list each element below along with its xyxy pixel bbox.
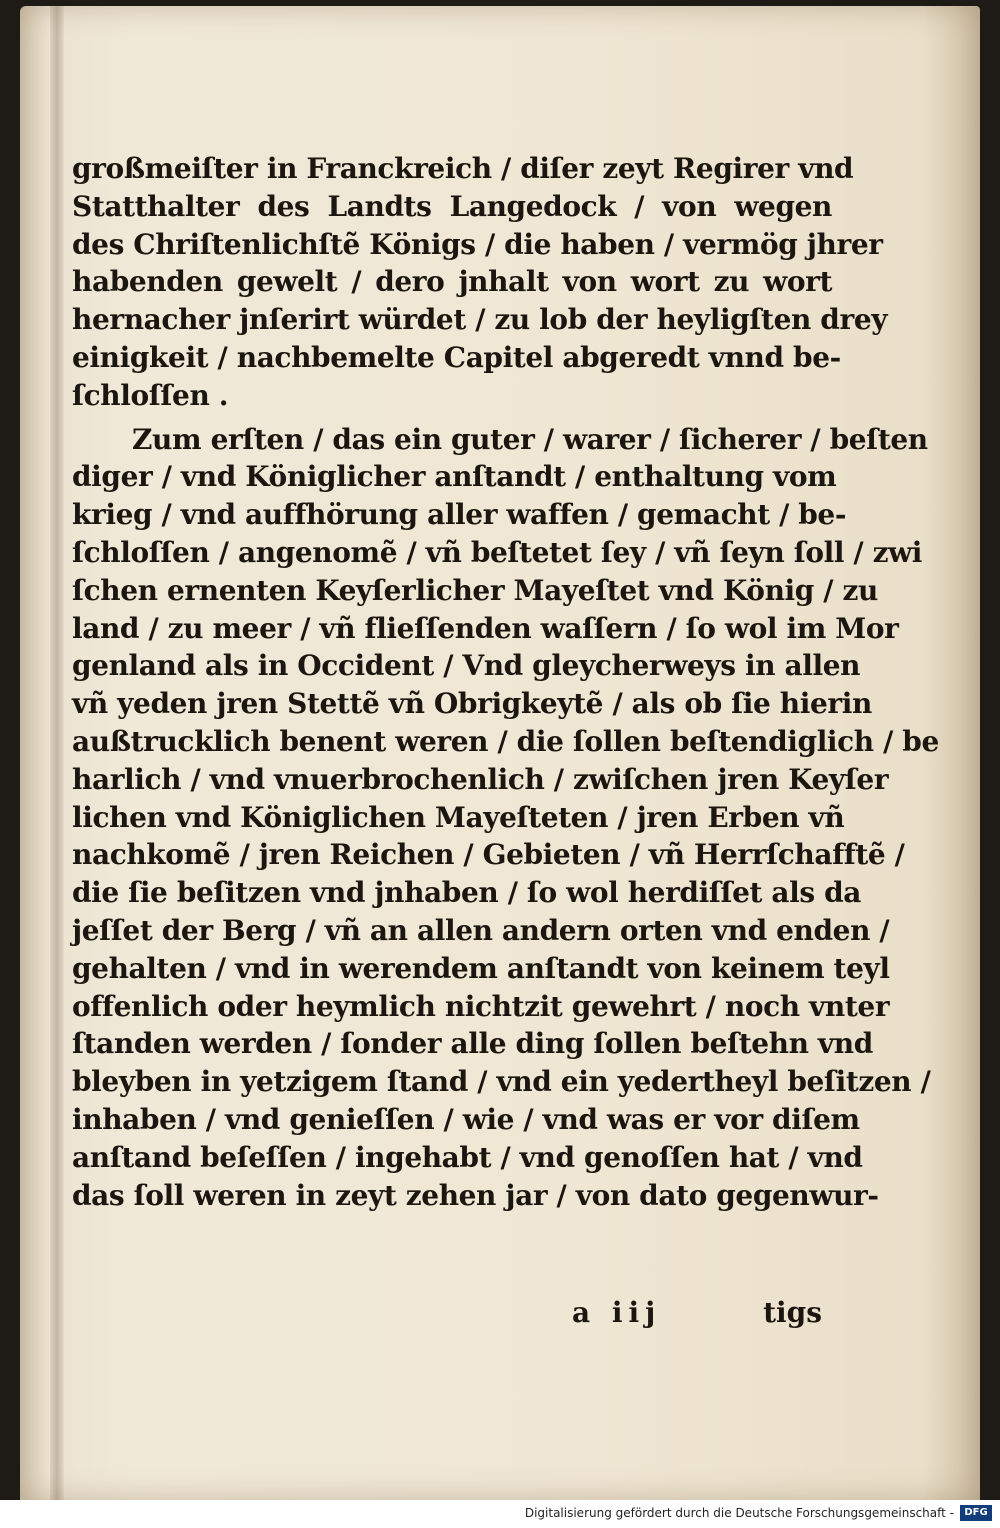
text-line: ſchloſſen . [72,378,229,412]
text-line: bleyben in yetzigem ſtand / vnd ein yedertheyl beſitzen / [72,1065,931,1099]
text-line: diger / vnd Königlicher anſtandt / enthaltung vom [72,460,837,494]
page-footer [72,1296,832,1336]
text-line: das ſoll weren in zeyt zehen jar / von dato gegenwur- [72,1178,879,1212]
text-line: nachkomẽ / jren Reichen / Gebieten / vñ Herrſchafftẽ / [72,838,905,872]
text-line: einigkeit / nachbemelte Capitel abgeredt vnnd be- [72,340,841,374]
dfg-logo-icon: DFG [960,1505,992,1521]
text-line: land / zu meer / vñ flieſſenden waſſern / ſo wol im Mor [72,611,899,645]
text-line: harlich / vnd vnuerbrochenlich / zwiſchen jren Keyſer [72,762,889,796]
text-line: vñ yeden jren Stettẽ vñ Obrigkeytẽ / als ob ſie hierin [72,687,872,721]
main-text [72,150,939,1214]
catchword: tigs [763,1296,822,1329]
signature-mark: a iij [572,1296,662,1329]
text-line: anſtand beſeſſen / ingehabt / vnd genoſſen hat / vnd [72,1140,863,1174]
text-line: krieg / vnd auffhörung aller waffen / gemacht / be- [72,498,847,532]
text-line: genland als in Occident / Vnd gleycherweys in allen [72,649,861,683]
text-line: die ſie beſitzen vnd jnhaben / ſo wol herdiſſet als da [72,876,862,910]
text-line: außtrucklich benent weren / die ſollen beſtendiglich / be [72,724,939,758]
credit-bar [0,1500,1000,1528]
text-line: lichen vnd Königlichen Mayeſteten / jren Erben vñ [72,800,845,834]
text-line: gehalten / vnd in werendem anſtandt von keinem teyl [72,951,890,985]
text-line: habenden gewelt / dero jnhalt von wort zu wort [72,265,832,299]
page-gutter-shadow [50,6,64,1500]
funding-credit: Digitalisierung gefördert durch die Deutsche Forschungsgemeinschaft - [524,1506,954,1520]
text-line: des Chriſtenlichſtẽ Königs / die haben / vermög jhrer [72,227,883,261]
text-line: Zum erſten / das ein guter / warer / ſicherer / beſten [132,422,928,456]
text-line: ſchloſſen / angenomẽ / vñ beſtetet ſey / vñ ſeyn ſoll / zwi [72,535,923,569]
text-line: jeſſet der Berg / vñ an allen andern orten vnd enden / [72,913,890,947]
text-line: ſchen ernenten Keyſerlicher Mayeſtet vnd König / zu [72,573,878,607]
text-line: großmeiſter in Franckreich / diſer zeyt Regirer vnd [72,152,854,185]
text-line: offenlich oder heymlich nichtzit gewehrt / noch vnter [72,989,890,1023]
text-line: Statthalter des Landts Langedock / von wegen [72,189,832,223]
text-line: ſtanden werden / ſonder alle ding ſollen beſtehn vnd [72,1027,873,1061]
text-line: inhaben / vnd genieſſen / wie / vnd was er vor diſem [72,1102,860,1136]
text-line: hernacher jnſerirt würdet / zu lob der heyligſten drey [72,303,888,337]
